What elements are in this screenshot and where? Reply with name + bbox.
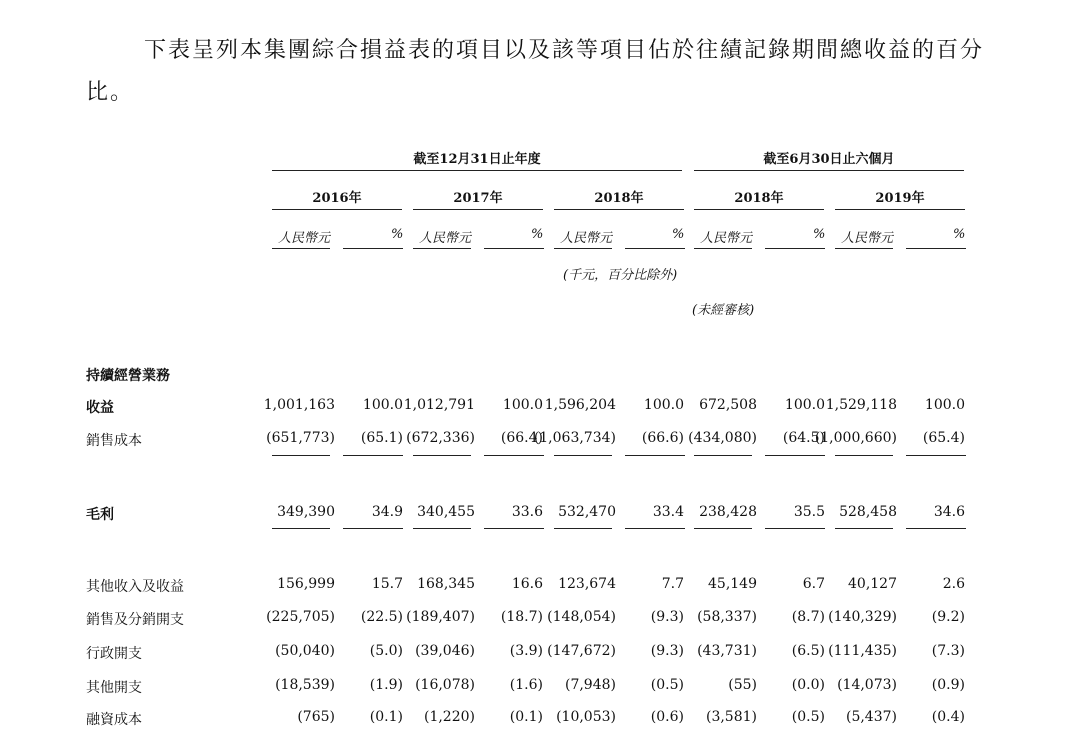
amount-cell: (225,705) <box>266 609 335 625</box>
percent-cell: 6.7 <box>802 576 825 592</box>
pct-column-header: % <box>531 227 544 242</box>
percent-cell: (65.1) <box>360 430 403 446</box>
pct-column-rule <box>906 248 966 249</box>
amount-cell: (43,731) <box>697 643 757 659</box>
percent-cell: (0.4) <box>931 709 965 725</box>
amount-cell: (434,080) <box>688 430 757 446</box>
amount-cell: 238,428 <box>699 504 757 520</box>
amount-cell: (651,773) <box>266 430 335 446</box>
intro-paragraph: 下表呈列本集團綜合損益表的項目以及該等項目佔於往績記錄期間總收益的百分比。 <box>86 38 985 105</box>
period-header: 2019年 <box>875 191 925 206</box>
subtotal-rule <box>835 528 893 529</box>
amount-cell: 1,012,791 <box>403 397 475 413</box>
percent-cell: 2.6 <box>942 576 965 592</box>
percent-cell: (0.5) <box>650 677 684 693</box>
percent-cell: (7.3) <box>931 643 965 659</box>
amount-cell: (7,948) <box>564 677 616 693</box>
row-label: 融資成本 <box>86 712 142 728</box>
rmb-column-header: 人民幣元 <box>419 231 472 246</box>
percent-cell: 100.0 <box>502 397 543 413</box>
subtotal-rule <box>625 528 685 529</box>
amount-cell: (189,407) <box>406 609 475 625</box>
subtotal-rule <box>554 455 612 456</box>
rmb-column-header: 人民幣元 <box>700 231 753 246</box>
year-end-group-rule <box>272 170 682 171</box>
pct-column-header: % <box>391 227 404 242</box>
pct-column-rule <box>625 248 685 249</box>
row-label: 行政開支 <box>86 646 142 662</box>
subtotal-rule <box>694 455 752 456</box>
percent-cell: 100.0 <box>643 397 684 413</box>
percent-cell: (66.4) <box>500 430 543 446</box>
percent-cell: 7.7 <box>661 576 684 592</box>
period-rule <box>835 209 965 210</box>
period-header: 2018年 <box>734 191 784 206</box>
amount-cell: (5,437) <box>845 709 897 725</box>
amount-cell: (111,435) <box>828 643 897 659</box>
amount-cell: (147,672) <box>547 643 616 659</box>
percent-cell: (1.6) <box>509 677 543 693</box>
row-label: 收益 <box>86 400 114 416</box>
amount-cell: 349,390 <box>277 504 335 520</box>
rmb-column-header: 人民幣元 <box>560 231 613 246</box>
subtotal-rule <box>343 528 403 529</box>
percent-cell: (1.9) <box>369 677 403 693</box>
percent-cell: (5.0) <box>369 643 403 659</box>
rmb-column-rule <box>554 248 612 249</box>
period-rule <box>554 209 684 210</box>
amount-cell: 45,149 <box>708 576 757 592</box>
row-label: 銷售成本 <box>86 433 142 449</box>
percent-cell: (0.1) <box>509 709 543 725</box>
amount-cell: 340,455 <box>417 504 475 520</box>
amount-cell: 40,127 <box>848 576 897 592</box>
amount-cell: (18,539) <box>275 677 335 693</box>
subtotal-rule <box>765 455 825 456</box>
subtotal-rule <box>625 455 685 456</box>
amount-cell: 156,999 <box>277 576 335 592</box>
percent-cell: (0.6) <box>650 709 684 725</box>
unaudited-note: (未經審核) <box>692 303 755 318</box>
percent-cell: 33.4 <box>652 504 684 520</box>
section-label: 持續經營業務 <box>86 368 170 384</box>
percent-cell: (0.0) <box>791 677 825 693</box>
period-rule <box>272 209 402 210</box>
subtotal-rule <box>765 528 825 529</box>
subtotal-rule <box>272 528 330 529</box>
subtotal-rule <box>484 455 544 456</box>
amount-cell: 123,674 <box>558 576 616 592</box>
percent-cell: (64.5) <box>782 430 825 446</box>
row-label: 其他開支 <box>86 680 142 696</box>
amount-cell: (1,063,734) <box>533 430 616 446</box>
percent-cell: (66.6) <box>641 430 684 446</box>
amount-cell: (3,581) <box>705 709 757 725</box>
percent-cell: (22.5) <box>360 609 403 625</box>
amount-cell: 532,470 <box>558 504 616 520</box>
rmb-column-rule <box>835 248 893 249</box>
amount-cell: 1,529,118 <box>825 397 897 413</box>
percent-cell: (3.9) <box>509 643 543 659</box>
rmb-column-header: 人民幣元 <box>278 231 331 246</box>
subtotal-rule <box>835 455 893 456</box>
rmb-column-rule <box>413 248 471 249</box>
rmb-column-rule <box>272 248 330 249</box>
amount-cell: (10,053) <box>556 709 616 725</box>
subtotal-rule <box>413 528 471 529</box>
subtotal-rule <box>906 528 966 529</box>
amount-cell: 168,345 <box>417 576 475 592</box>
rmb-column-rule <box>694 248 752 249</box>
percent-cell: (0.1) <box>369 709 403 725</box>
pct-column-header: % <box>953 227 966 242</box>
amount-cell: (140,329) <box>828 609 897 625</box>
subtotal-rule <box>906 455 966 456</box>
row-label: 其他收入及收益 <box>86 579 184 595</box>
percent-cell: (18.7) <box>500 609 543 625</box>
amount-cell: 672,508 <box>699 397 757 413</box>
amount-cell: (50,040) <box>275 643 335 659</box>
amount-cell: (1,220) <box>423 709 475 725</box>
pct-column-rule <box>484 248 544 249</box>
percent-cell: (6.5) <box>791 643 825 659</box>
percent-cell: (0.5) <box>791 709 825 725</box>
pct-column-header: % <box>813 227 826 242</box>
percent-cell: (8.7) <box>791 609 825 625</box>
amount-cell: 1,596,204 <box>544 397 616 413</box>
row-label: 銷售及分銷開支 <box>86 612 184 628</box>
period-rule <box>413 209 543 210</box>
six-month-group-rule <box>694 170 964 171</box>
amount-cell: (55) <box>728 677 757 693</box>
rmb-column-header: 人民幣元 <box>841 231 894 246</box>
percent-cell: (65.4) <box>922 430 965 446</box>
amount-cell: 528,458 <box>839 504 897 520</box>
percent-cell: (0.9) <box>931 677 965 693</box>
period-header: 2017年 <box>453 191 503 206</box>
percent-cell: 100.0 <box>784 397 825 413</box>
amount-cell: (1,000,660) <box>814 430 897 446</box>
percent-cell: (9.2) <box>931 609 965 625</box>
period-rule <box>694 209 824 210</box>
subtotal-rule <box>272 455 330 456</box>
pct-column-rule <box>343 248 403 249</box>
pct-column-rule <box>765 248 825 249</box>
subtotal-rule <box>694 528 752 529</box>
percent-cell: 34.6 <box>933 504 965 520</box>
row-label: 毛利 <box>86 507 114 523</box>
unit-note: (千元，百分比除外) <box>563 268 678 283</box>
amount-cell: (16,078) <box>415 677 475 693</box>
percent-cell: 33.6 <box>511 504 543 520</box>
percent-cell: 16.6 <box>511 576 543 592</box>
amount-cell: (39,046) <box>415 643 475 659</box>
pct-column-header: % <box>672 227 685 242</box>
percent-cell: 34.9 <box>371 504 403 520</box>
amount-cell: (58,337) <box>697 609 757 625</box>
subtotal-rule <box>343 455 403 456</box>
subtotal-rule <box>413 455 471 456</box>
amount-cell: 1,001,163 <box>263 397 335 413</box>
percent-cell: 35.5 <box>793 504 825 520</box>
amount-cell: (672,336) <box>406 430 475 446</box>
percent-cell: 15.7 <box>371 576 403 592</box>
year-end-group-header: 截至12月31日止年度 <box>413 152 541 167</box>
subtotal-rule <box>554 528 612 529</box>
subtotal-rule <box>484 528 544 529</box>
amount-cell: (14,073) <box>837 677 897 693</box>
percent-cell: (9.3) <box>650 609 684 625</box>
period-header: 2018年 <box>594 191 644 206</box>
six-month-group-header: 截至6月30日止六個月 <box>763 152 895 167</box>
amount-cell: (148,054) <box>547 609 616 625</box>
percent-cell: 100.0 <box>924 397 965 413</box>
amount-cell: (765) <box>297 709 335 725</box>
percent-cell: 100.0 <box>362 397 403 413</box>
percent-cell: (9.3) <box>650 643 684 659</box>
period-header: 2016年 <box>312 191 362 206</box>
